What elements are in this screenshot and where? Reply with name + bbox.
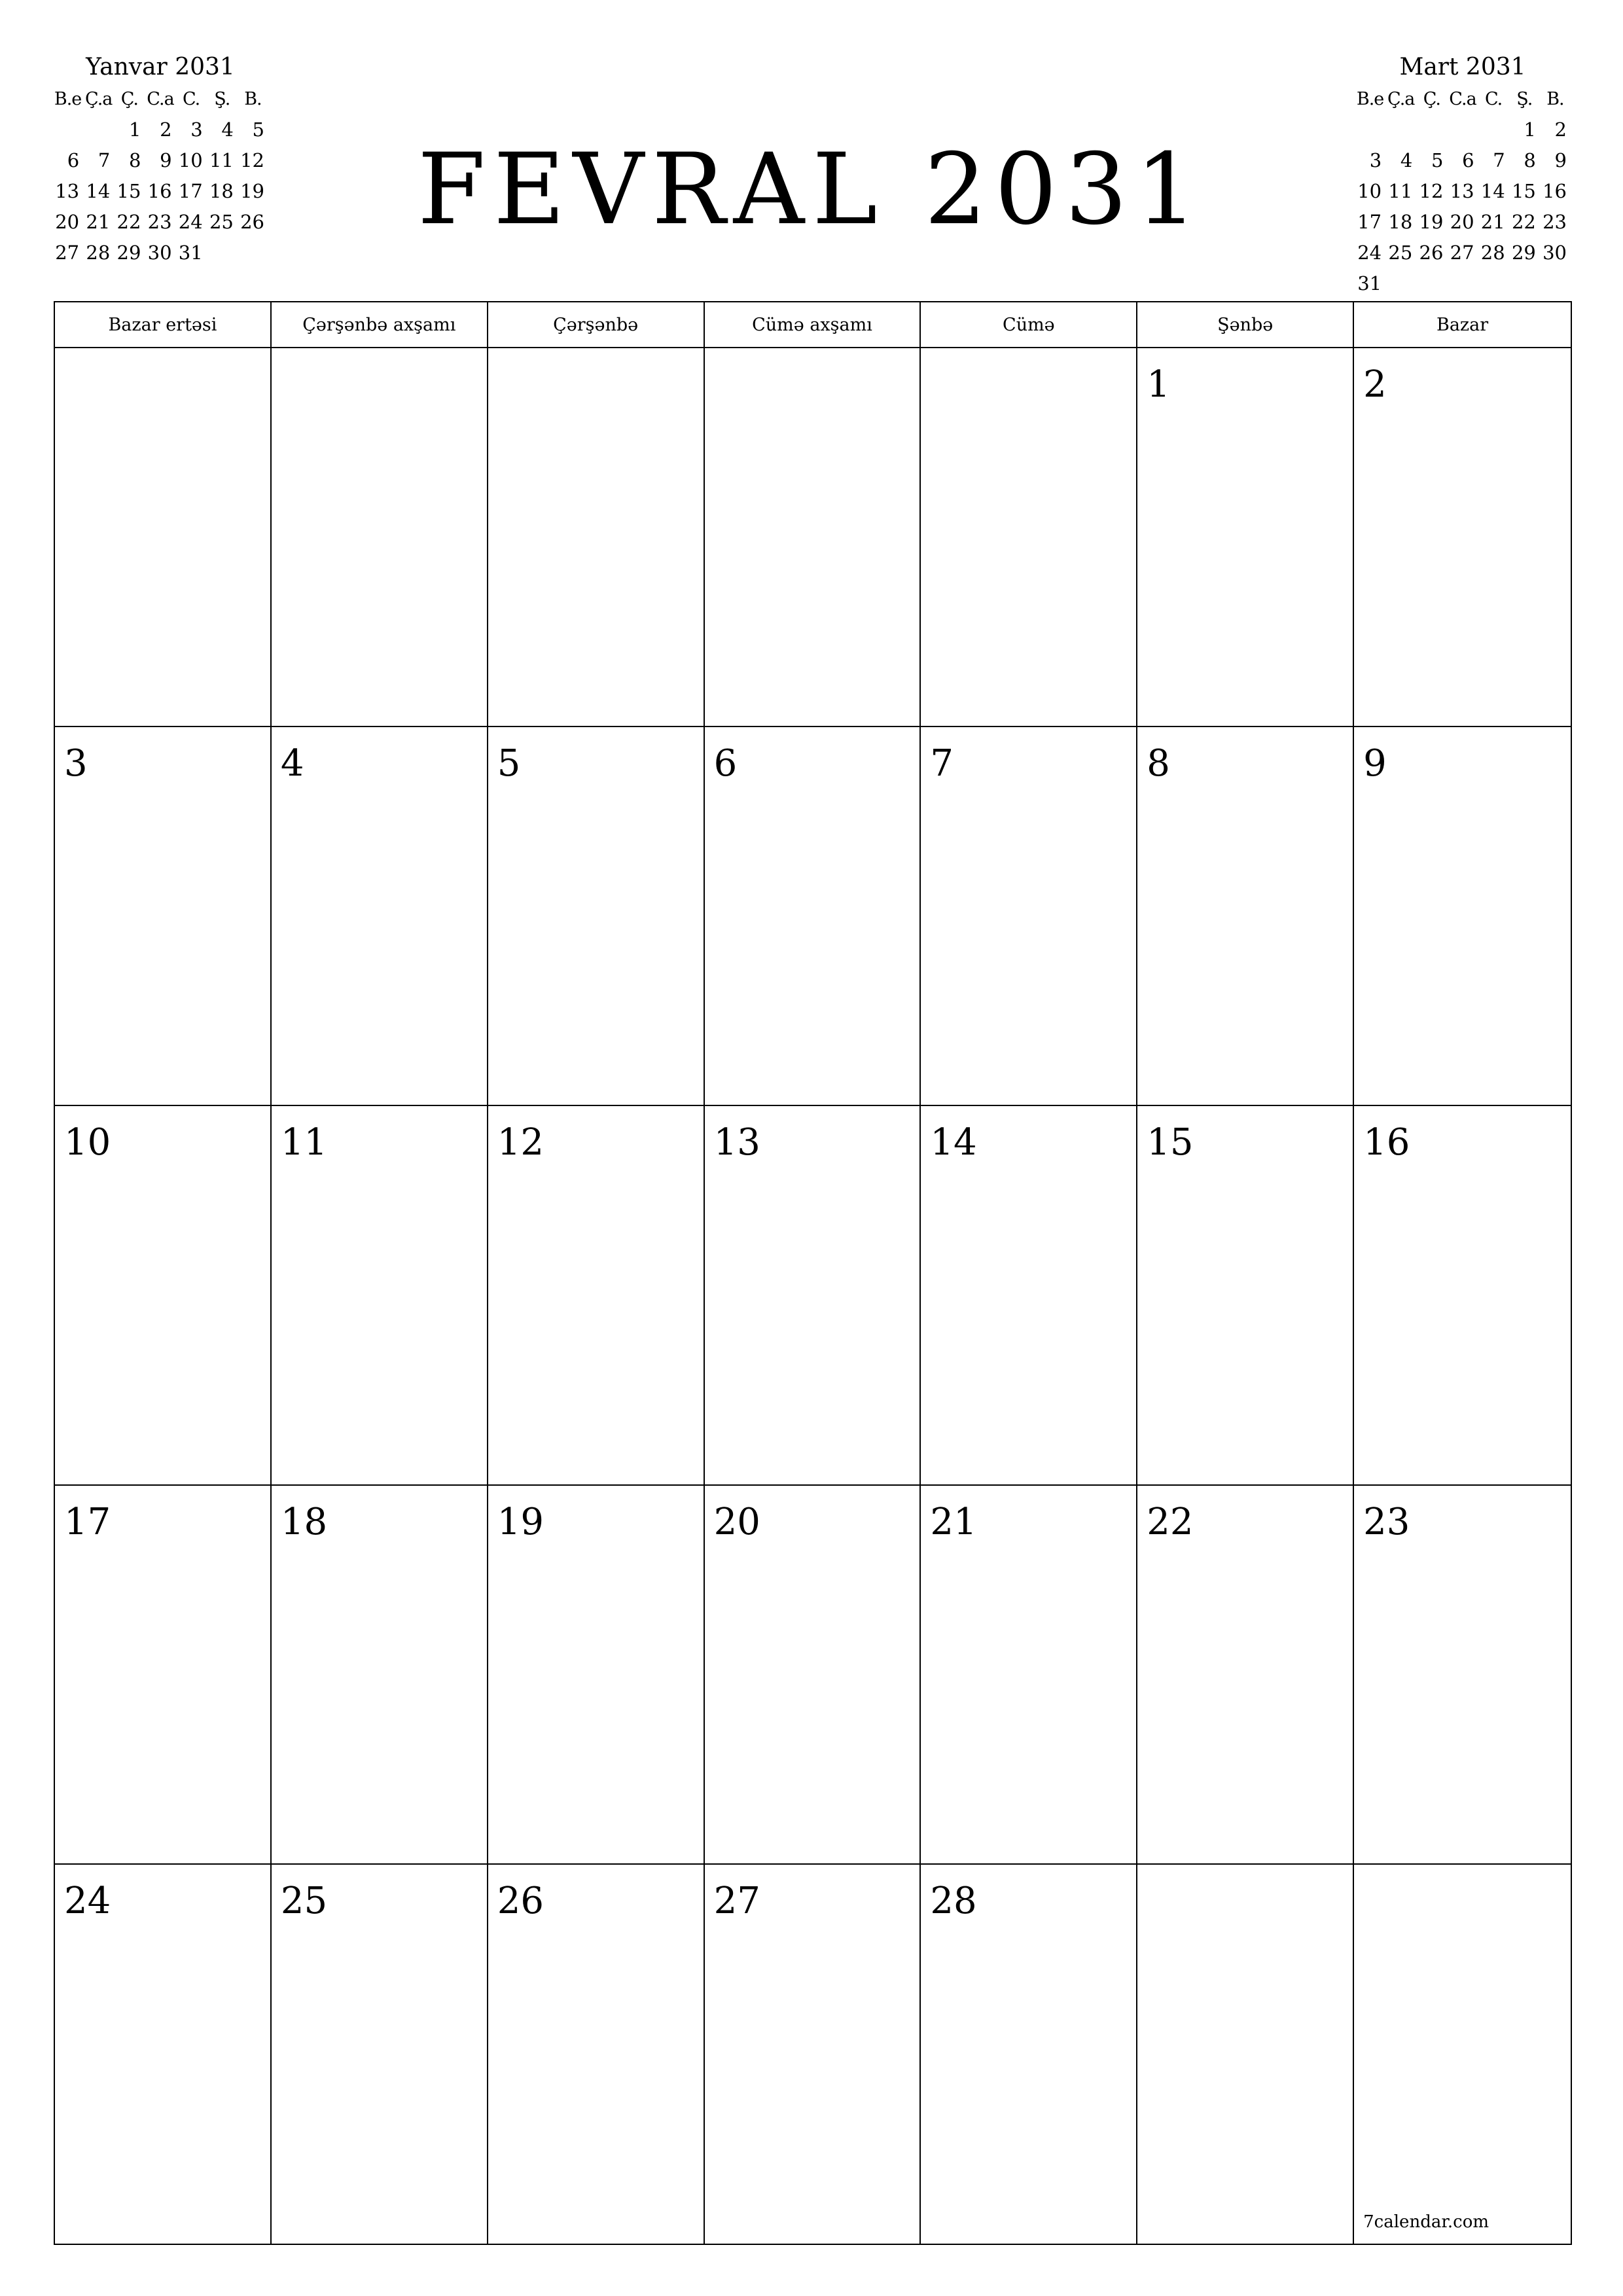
mini-day: 22: [116, 211, 141, 233]
weekday-header: Çərşənbə: [488, 302, 705, 348]
day-cell: [705, 1865, 921, 2244]
mini-day: 14: [1480, 180, 1505, 202]
day-cell: [921, 1486, 1137, 1865]
day-cell: [488, 1486, 705, 1865]
mini-day: 27: [55, 242, 80, 264]
day-number: 18: [280, 1500, 328, 1543]
mini-day: 6: [1462, 149, 1474, 171]
mini-day: [1447, 115, 1478, 145]
mini-day: 7: [98, 149, 111, 171]
day-number: 20: [713, 1500, 760, 1543]
mini-day: 16: [147, 180, 172, 202]
mini-weekday-header: C.: [182, 89, 200, 109]
day-cell: [705, 727, 921, 1106]
day-number: 27: [713, 1879, 760, 1922]
day-number: 21: [930, 1500, 977, 1543]
mini-day: 25: [209, 211, 234, 233]
day-cell: [55, 1865, 272, 2244]
day-cell: [921, 727, 1137, 1106]
mini-day: 15: [1511, 180, 1536, 202]
mini-day: 3: [190, 118, 203, 141]
mini-weekday-header: C.a: [1449, 89, 1476, 109]
mini-day: [1540, 268, 1571, 299]
mini-day: 10: [178, 149, 203, 171]
day-number: 14: [930, 1121, 977, 1164]
day-cell: [55, 727, 272, 1106]
mini-weekday-header: Ş.: [1516, 89, 1533, 109]
weekday-header: Cümə: [921, 302, 1137, 348]
day-number: 4: [280, 742, 304, 785]
mini-day: 21: [86, 211, 111, 233]
mini-calendar-next: [1355, 51, 1571, 299]
mini-day: 27: [1450, 242, 1474, 264]
day-cell: [272, 1865, 488, 2244]
mini-weekday-header: Ç.: [1423, 89, 1440, 109]
day-cell: [1137, 1486, 1354, 1865]
mini-calendar-prev-grid: [52, 84, 268, 268]
day-cell: [1354, 348, 1571, 727]
weekday-header: Çərşənbə axşamı: [272, 302, 488, 348]
mini-day: 11: [1388, 180, 1413, 202]
day-number: 6: [713, 742, 738, 785]
mini-day: 20: [1450, 211, 1474, 233]
mini-day: 9: [1554, 149, 1567, 171]
day-cell: [55, 348, 272, 727]
mini-day: 30: [147, 242, 172, 264]
mini-day: 21: [1480, 211, 1505, 233]
day-number: 5: [497, 742, 521, 785]
day-number: 25: [280, 1879, 328, 1922]
day-cell: [488, 348, 705, 727]
mini-day: 17: [178, 180, 203, 202]
mini-day: 10: [1357, 180, 1382, 202]
day-cell: [488, 1865, 705, 2244]
day-number: 8: [1147, 742, 1170, 785]
mini-day: [1385, 268, 1416, 299]
mini-day: [52, 115, 83, 145]
mini-day: 15: [116, 180, 141, 202]
mini-day: 5: [252, 118, 264, 141]
day-cell: [1354, 1486, 1571, 1865]
mini-day: 1: [128, 118, 141, 141]
page-title: FEVRAL 2031: [417, 133, 1206, 247]
mini-day: [207, 238, 238, 268]
day-number: 19: [497, 1500, 544, 1543]
day-cell: [921, 1865, 1137, 2244]
day-cell: [272, 727, 488, 1106]
weekday-header: Şənbə: [1137, 302, 1354, 348]
mini-weekday-header: Ş.: [214, 89, 230, 109]
mini-day: 6: [67, 149, 80, 171]
mini-day: [1416, 115, 1447, 145]
mini-day: 3: [1369, 149, 1382, 171]
day-number: 22: [1147, 1500, 1194, 1543]
day-number: 26: [497, 1879, 544, 1922]
day-cell: [488, 1106, 705, 1485]
day-number: 9: [1363, 742, 1387, 785]
day-number: 2: [1363, 363, 1387, 406]
day-number: 28: [930, 1879, 977, 1922]
mini-calendar-prev-title: Yanvar 2031: [86, 54, 235, 81]
day-number: 15: [1147, 1121, 1194, 1164]
day-number: 12: [497, 1121, 544, 1164]
mini-day: 24: [178, 211, 203, 233]
day-cell: [921, 1106, 1137, 1485]
day-number: 13: [713, 1121, 760, 1164]
mini-day: 23: [147, 211, 172, 233]
day-cell: [1354, 727, 1571, 1106]
mini-day: 25: [1388, 242, 1413, 264]
day-number: 1: [1147, 363, 1170, 406]
mini-day: 23: [1543, 211, 1567, 233]
mini-day: [1509, 268, 1540, 299]
day-number: 11: [280, 1121, 328, 1164]
day-cell: [272, 1486, 488, 1865]
mini-day: 29: [116, 242, 141, 264]
mini-day: 19: [1419, 211, 1444, 233]
mini-calendar-next-grid: [1355, 84, 1571, 299]
mini-day: 31: [178, 242, 203, 264]
day-cell: [705, 1106, 921, 1485]
day-cell: [705, 348, 921, 727]
day-cell: [488, 727, 705, 1106]
day-cell: [272, 1106, 488, 1485]
mini-day: 2: [1554, 118, 1567, 141]
mini-calendar-prev: [52, 51, 268, 268]
mini-weekday-header: Ç.a: [1387, 89, 1415, 109]
day-cell: [55, 1486, 272, 1865]
mini-day: 26: [240, 211, 264, 233]
mini-day: 18: [1388, 211, 1413, 233]
mini-day: 13: [1450, 180, 1474, 202]
mini-day: 22: [1511, 211, 1536, 233]
day-cell: [921, 348, 1137, 727]
mini-day: 28: [86, 242, 111, 264]
day-number: 24: [64, 1879, 111, 1922]
day-number: 16: [1363, 1121, 1410, 1164]
mini-day: 18: [209, 180, 234, 202]
day-cell: [705, 1486, 921, 1865]
day-cell: [272, 348, 488, 727]
mini-weekday-header: Ç.: [120, 89, 138, 109]
day-number: 3: [64, 742, 88, 785]
day-cell: [1137, 1865, 1354, 2244]
mini-day: 20: [55, 211, 80, 233]
mini-day: 1: [1524, 118, 1536, 141]
mini-day: 13: [55, 180, 80, 202]
mini-day: [1478, 115, 1509, 145]
mini-day: 12: [240, 149, 264, 171]
mini-day: 14: [86, 180, 111, 202]
mini-day: 12: [1419, 180, 1444, 202]
mini-day: 4: [221, 118, 234, 141]
day-number: 23: [1363, 1500, 1410, 1543]
mini-weekday-header: Ç.a: [85, 89, 113, 109]
mini-day: [238, 238, 268, 268]
mini-day: [1355, 115, 1385, 145]
mini-day: 7: [1493, 149, 1505, 171]
day-cell: [1137, 348, 1354, 727]
weekday-header: Cümə axşamı: [705, 302, 921, 348]
mini-day: 16: [1543, 180, 1567, 202]
mini-day: 28: [1480, 242, 1505, 264]
day-cell: [1137, 1106, 1354, 1485]
mini-day: 31: [1357, 272, 1382, 295]
mini-weekday-header: B.e: [54, 89, 82, 109]
mini-weekday-header: B.: [244, 89, 262, 109]
mini-day: [1416, 268, 1447, 299]
mini-day: [83, 115, 114, 145]
mini-day: 5: [1431, 149, 1444, 171]
day-number: 17: [64, 1500, 111, 1543]
mini-weekday-header: C.: [1484, 89, 1503, 109]
mini-weekday-header: C.a: [147, 89, 174, 109]
mini-weekday-header: B.e: [1356, 89, 1384, 109]
mini-day: [1478, 268, 1509, 299]
mini-day: 8: [128, 149, 141, 171]
day-cell: [1354, 1865, 1571, 2244]
weekday-header: Bazar: [1354, 302, 1571, 348]
mini-day: [1385, 115, 1416, 145]
day-cell: [1354, 1106, 1571, 1485]
month-grid: [54, 301, 1572, 2245]
footer-credit: 7calendar.com: [1363, 2212, 1489, 2232]
day-number: 10: [64, 1121, 111, 1164]
mini-day: 29: [1511, 242, 1536, 264]
mini-day: 17: [1357, 211, 1382, 233]
mini-day: 30: [1543, 242, 1567, 264]
mini-weekday-header: B.: [1546, 89, 1564, 109]
weekday-header: Bazar ertəsi: [55, 302, 272, 348]
day-cell: [55, 1106, 272, 1485]
day-cell: [1137, 727, 1354, 1106]
day-number: 7: [930, 742, 954, 785]
mini-day: 2: [160, 118, 172, 141]
mini-day: 8: [1524, 149, 1536, 171]
mini-day: 11: [209, 149, 234, 171]
mini-day: 19: [240, 180, 264, 202]
mini-day: 24: [1357, 242, 1382, 264]
mini-day: 9: [160, 149, 172, 171]
mini-day: 4: [1400, 149, 1413, 171]
mini-day: [1447, 268, 1478, 299]
mini-calendar-next-title: Mart 2031: [1399, 54, 1526, 81]
mini-day: 26: [1419, 242, 1444, 264]
